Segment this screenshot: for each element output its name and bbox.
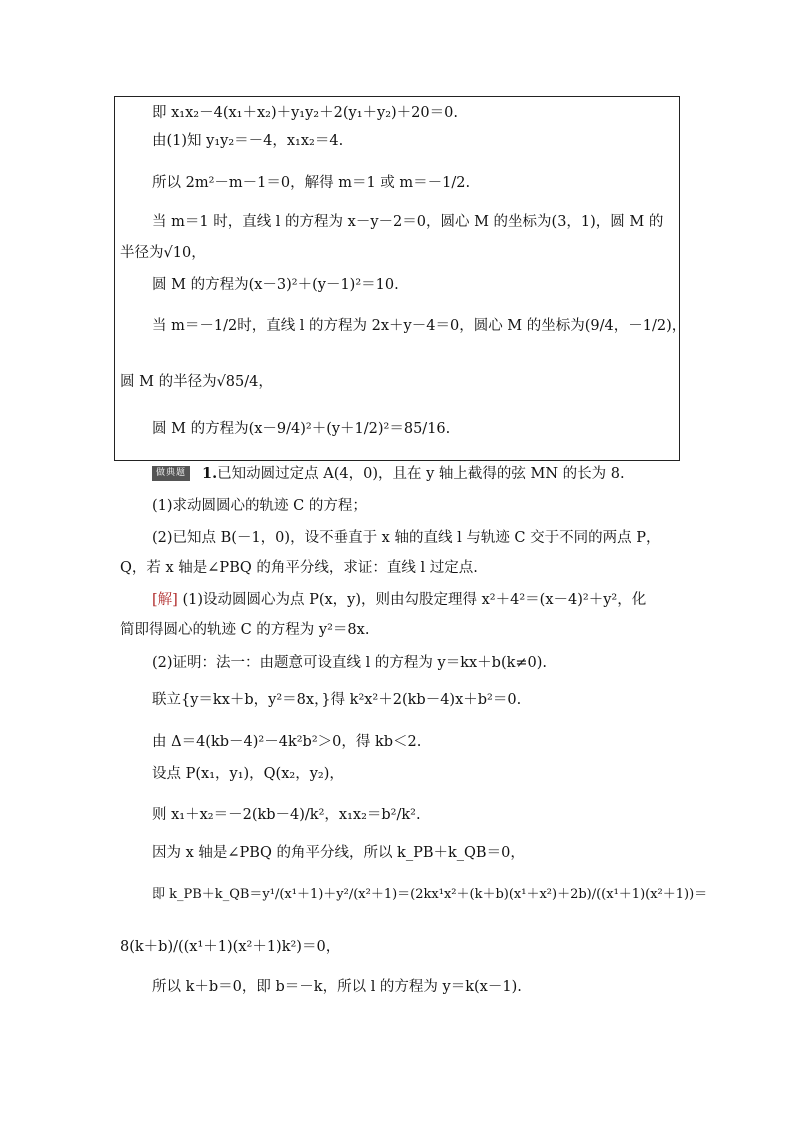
solution-line-4: 联立{y＝kx＋b，y²＝8x，}得 k²x²＋2(kb－4)x＋b²＝0.	[152, 692, 522, 708]
typical-problem-tag: 做典题	[152, 466, 190, 481]
solution-line-5: 由 Δ＝4(kb－4)²－4k²b²＞0，得 kb＜2.	[152, 734, 422, 750]
previous-solution-box	[114, 96, 687, 461]
solution-marker: [解]	[152, 592, 178, 608]
box-line-2: 由(1)知 y₁y₂＝－4，x₁x₂＝4.	[152, 133, 344, 149]
box-line-4: 当 m＝1 时，直线 l 的方程为 x－y－2＝0，圆心 M 的坐标为(3，1)，圆 M 的	[152, 214, 664, 230]
solution-text-1: (1)设动圆圆心为点 P(x，y)，则由勾股定理得 x²＋4²＝(x－4)²＋y²，化	[182, 592, 647, 608]
problem-statement	[202, 464, 625, 484]
solution-line-11: 所以 k＋b＝0，即 b＝－k，所以 l 的方程为 y＝k(x－1).	[152, 979, 522, 995]
box-line-1: 即 x₁x₂－4(x₁＋x₂)＋y₁y₂＋2(y₁＋y₂)＋20＝0.	[152, 105, 458, 121]
box-line-5: 半径为√10，	[120, 245, 206, 261]
problem-part-1: (1)求动圆圆心的轨迹 C 的方程；	[152, 498, 367, 514]
solution-line-7: 则 x₁＋x₂＝－2(kb－4)/k²，x₁x₂＝b²/k².	[152, 807, 421, 823]
solution-line-6: 设点 P(x₁，y₁)，Q(x₂，y₂)，	[152, 766, 344, 782]
box-line-8: 圆 M 的半径为√85/4，	[120, 374, 273, 390]
problem-number: 1.	[202, 465, 218, 482]
box-line-6: 圆 M 的方程为(x－3)²＋(y－1)²＝10.	[152, 277, 399, 293]
solution-line-8: 因为 x 轴是∠PBQ 的角平分线，所以 k_PB＋k_QB＝0，	[152, 845, 525, 861]
box-line-7: 当 m＝－1/2时，直线 l 的方程为 2x＋y－4＝0，圆心 M 的坐标为(9/4，－1/2)，	[152, 318, 687, 334]
solution-line-9: 即 k_PB＋k_QB＝y¹/(x¹＋1)＋y²/(x²＋1)＝(2kx¹x²＋(k＋b)(x¹＋x²)＋2b)/((x¹＋1)(x²＋1))＝	[152, 887, 708, 902]
box-line-9: 圆 M 的方程为(x－9/4)²＋(y＋1/2)²＝85/16.	[152, 421, 451, 437]
solution-line-3: (2)证明：法一：由题意可设直线 l 的方程为 y＝kx＋b(k≠0).	[152, 655, 548, 671]
solution-line-10: 8(k＋b)/((x¹＋1)(x²＋1)k²)＝0，	[120, 939, 341, 955]
solution-line-2: 简即得圆心的轨迹 C 的方程为 y²＝8x.	[120, 622, 370, 638]
problem-part-2a: (2)已知点 B(－1，0)，设不垂直于 x 轴的直线 l 与轨迹 C 交于不同的两点 P，	[152, 530, 661, 546]
problem-text: 已知动圆过定点 A(4，0)，且在 y 轴上截得的弦 MN 的长为 8.	[217, 466, 625, 482]
box-line-3: 所以 2m²－m－1＝0，解得 m＝1 或 m＝－1/2.	[152, 175, 471, 191]
problem-part-2b: Q，若 x 轴是∠PBQ 的角平分线，求证：直线 l 过定点.	[120, 560, 478, 576]
solution-line-1	[152, 590, 646, 610]
